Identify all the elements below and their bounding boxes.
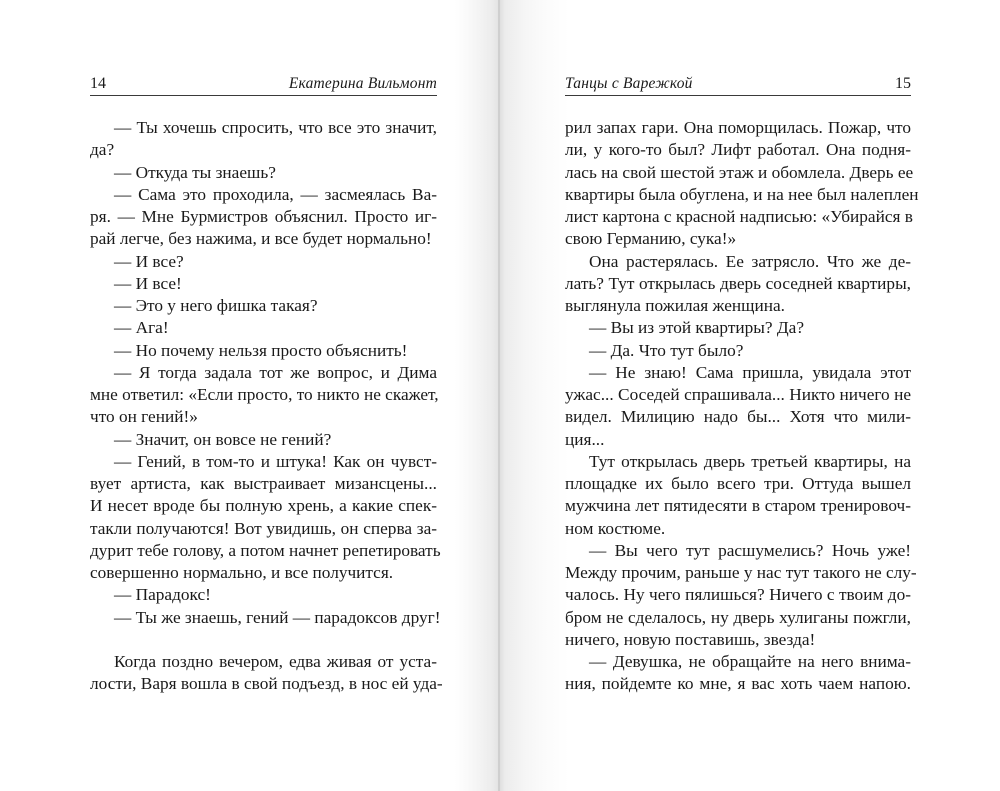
text-line: лист картона с красной надписью: «Убирайся в <box>565 207 913 226</box>
paragraph-break <box>90 629 437 651</box>
right-page-body <box>565 117 919 696</box>
text-line: лости, Варя вошла в свой подъезд, в нос ей уда- <box>90 674 443 694</box>
text-line: ция... <box>565 429 605 449</box>
text-line: выглянула пожилая женщина. <box>565 296 785 315</box>
text-line: ном костюме. <box>565 518 666 538</box>
text-line: бром не сделалось, ну дверь хулиганы пожгли, <box>565 607 911 627</box>
running-head-author: Екатерина Вильмонт <box>288 75 437 92</box>
left-page-header <box>90 71 437 93</box>
text-line: ли, у кого-то был? Лифт работал. Она подня- <box>565 140 911 160</box>
text-line: — Девушка, не обращайте на него внима- <box>589 652 911 671</box>
text-line: дурит тебе голову, а потом начнет репетировать <box>90 540 441 560</box>
text-line: видел. Милицию надо бы... Хотя что мили- <box>565 407 911 427</box>
text-line: мне ответил: «Если просто, то никто не скажет, <box>90 385 439 404</box>
running-head-title: Танцы с Варежкой <box>565 75 693 92</box>
text-line: — Значит, он вовсе не гений? <box>114 429 332 449</box>
text-line: ничего, новую поставишь, звезда! <box>565 629 816 649</box>
text-line: лать? Тут открылась дверь соседней квартиры, <box>565 273 911 293</box>
text-line: И несет вроде бы полную хрень, а какие спек- <box>90 496 437 516</box>
text-line: — Но почему нельзя просто объяснить! <box>114 340 408 360</box>
text-line: рай легче, без нажима, и все будет нормально! <box>90 229 432 249</box>
text-line: Когда поздно вечером, едва живая от уста- <box>114 652 437 671</box>
text-line: — Да. Что тут было? <box>589 340 744 360</box>
book-gutter-spine <box>498 0 500 791</box>
text-line: — Сама это проходила, — засмеялась Ва- <box>114 184 437 204</box>
header-rule <box>90 95 437 96</box>
text-line: — И все? <box>114 251 184 271</box>
text-line: — И все! <box>114 273 182 293</box>
text-line: Она растерялась. Ее затрясло. Что же де- <box>589 251 911 271</box>
left-page-body <box>90 117 443 696</box>
text-line: Между прочим, раньше у нас тут такого не слу- <box>565 563 917 582</box>
text-line: — Вы чего тут расшумелись? Ночь уже! <box>589 540 911 560</box>
page-number: 14 <box>90 75 106 92</box>
text-line: лась на свой шестой этаж и обомлела. Дверь ее <box>565 162 914 182</box>
right-page-header <box>565 71 911 93</box>
text-line: квартиры была обуглена, и на нее был налеплен <box>565 184 919 204</box>
right-page <box>499 0 1000 791</box>
text-line: ужас... Соседей спрашивала... Никто ничего не <box>565 385 911 404</box>
text-line: что он гений!» <box>90 407 198 427</box>
text-line: чалось. Ну чего пялишься? Ничего с твоим до- <box>565 585 911 605</box>
text-line: свою Германию, сука!» <box>565 229 737 249</box>
text-line: такли получаются! Вот увидишь, он сперва за- <box>90 518 437 538</box>
text-line: ря. — Мне Бурмистров объяснил. Просто иг- <box>90 207 437 226</box>
header-rule <box>565 95 911 96</box>
page-number: 15 <box>895 75 911 92</box>
text-line: — Парадокс! <box>114 585 211 605</box>
text-line: — Не знаю! Сама пришла, увидала этот <box>589 362 911 382</box>
text-line: рил запах гари. Она поморщилась. Пожар, что <box>565 118 911 137</box>
text-line: вует артиста, как выстраивает мизансцены... <box>90 474 437 493</box>
text-line: — Это у него фишка такая? <box>114 296 318 315</box>
text-line: — Ты же знаешь, гений — парадоксов друг! <box>114 607 441 627</box>
text-line: ния, пойдемте ко мне, я вас хоть чаем напою. <box>565 674 911 694</box>
text-line: — Я тогда задала тот же вопрос, и Дима <box>114 362 437 382</box>
text-line: мужчина лет пятидесяти в старом тренировоч- <box>565 496 911 516</box>
text-line: — Ты хочешь спросить, что все это значит, <box>114 118 437 137</box>
text-line: совершенно нормально, и все получится. <box>90 563 394 582</box>
text-line: Тут открылась дверь третьей квартиры, на <box>589 451 911 471</box>
text-line: — Вы из этой квартиры? Да? <box>589 318 804 338</box>
text-line: — Гений, в том-то и штука! Как он чувст- <box>114 451 437 471</box>
text-line: — Ага! <box>114 318 169 338</box>
left-page <box>0 0 499 791</box>
text-line: площадке их было всего три. Оттуда вышел <box>565 474 911 493</box>
text-line: да? <box>90 140 115 160</box>
text-line: — Откуда ты знаешь? <box>114 162 276 182</box>
